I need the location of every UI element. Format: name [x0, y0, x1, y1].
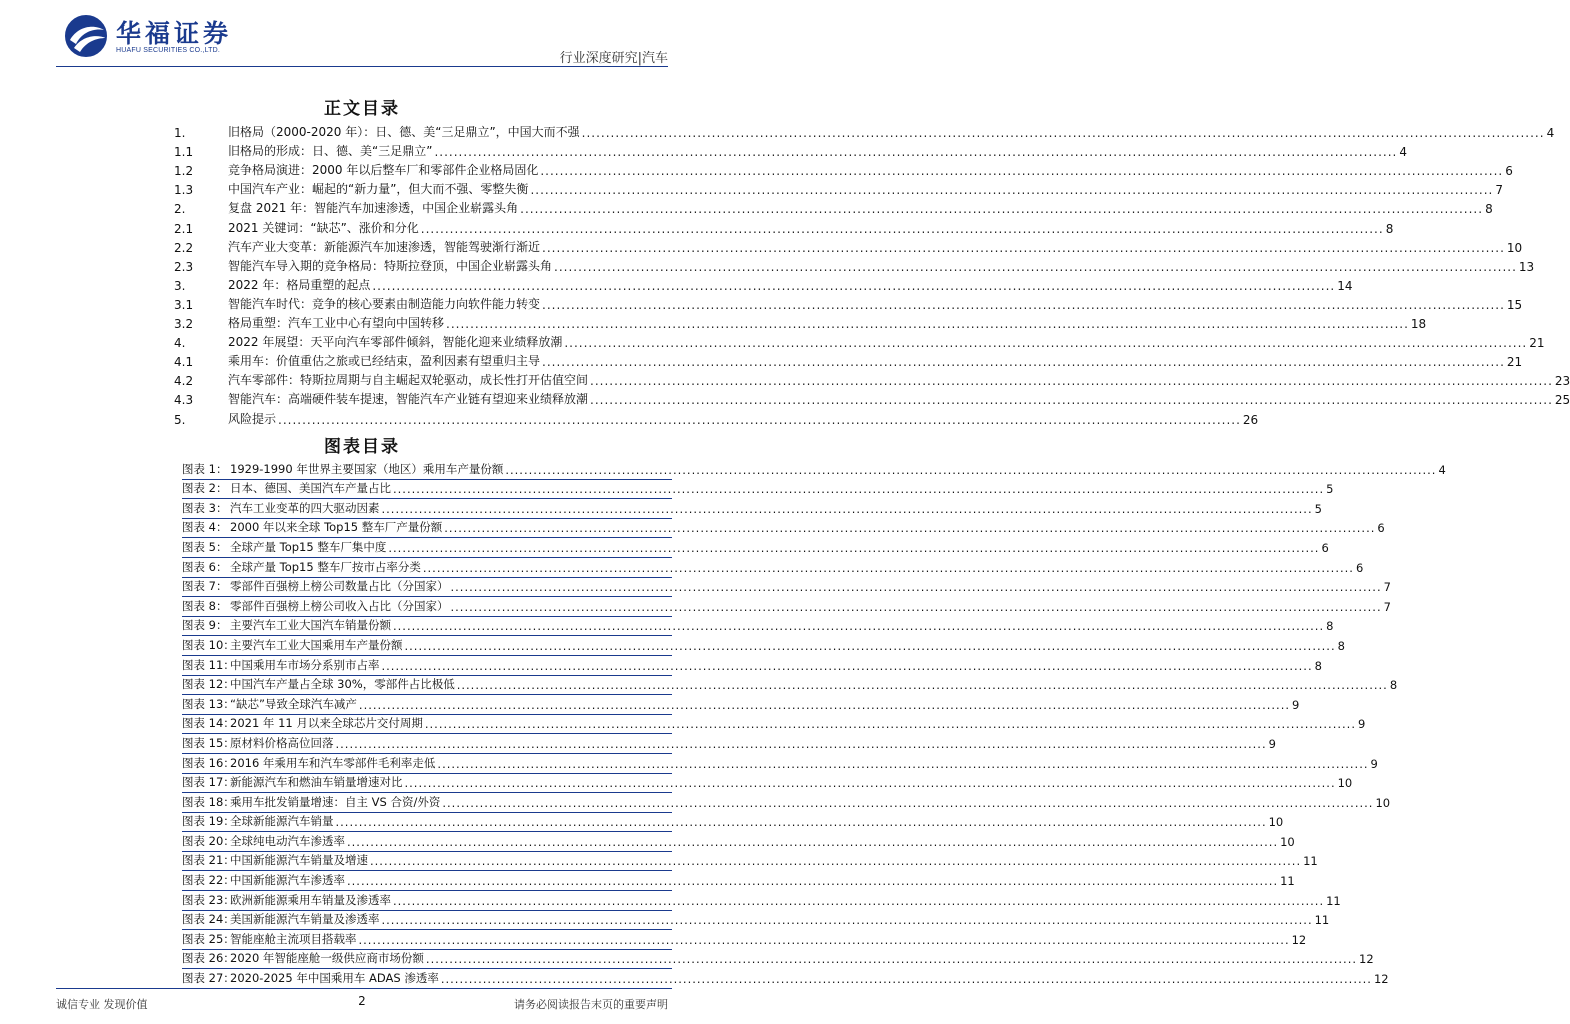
toc-entry-page: 23	[1554, 374, 1570, 389]
figure-entry[interactable]	[182, 871, 1295, 891]
figure-page: 9	[1268, 736, 1276, 751]
figure-label: 图表 7：	[182, 579, 228, 594]
figure-title: 1929-1990 年世界主要国家（地区）乘用车产量份额	[230, 461, 504, 476]
leader-dots: ........................................................................................................................................................................................................	[450, 599, 1382, 614]
toc-entry-page: 7	[1495, 183, 1503, 198]
footer-slogan: 诚信专业 发现价值	[56, 998, 148, 1011]
figure-entry-line	[230, 735, 1276, 751]
figure-entry[interactable]	[182, 617, 1334, 637]
toc-entry[interactable]	[174, 275, 1353, 294]
figure-page: 12	[1373, 972, 1389, 987]
figure-list	[182, 460, 1446, 989]
figure-entry[interactable]	[182, 695, 1300, 715]
leader-dots: ........................................................................................................................................................................................................	[420, 221, 1384, 236]
figure-title: 美国新能源汽车销量及渗透率	[230, 912, 380, 927]
toc-entry-page: 21	[1506, 355, 1523, 370]
figure-label: 图表 17：	[182, 775, 235, 790]
figure-title: 智能座舱主流项目搭载率	[230, 931, 357, 946]
figure-entry-line	[230, 970, 1389, 987]
figure-entry[interactable]	[182, 813, 1284, 833]
toc-entry-number: 1.3	[174, 183, 194, 198]
figure-page: 11	[1326, 893, 1341, 908]
leader-dots: ........................................................................................................................................................................................................	[540, 164, 1504, 179]
figure-entry[interactable]	[182, 636, 1345, 656]
page-header	[0, 0, 724, 70]
toc-entry-line	[228, 219, 1394, 236]
toc-entry-page: 4	[1399, 145, 1407, 160]
logo-swirl-icon	[64, 14, 112, 58]
toc-entry-page: 8	[1385, 221, 1394, 236]
figure-entry[interactable]	[182, 793, 1391, 813]
toc-entry-title: 汽车产业大变革：新能源汽车加速渗透，智能驾驶渐行渐近	[228, 239, 541, 254]
figure-entry[interactable]	[182, 597, 1391, 617]
toc-entry-title: 乘用车：价值重估之旅或已经结束，盈利因素有望重归主导	[228, 354, 541, 369]
figure-page: 10	[1337, 776, 1353, 791]
toc-entry[interactable]	[174, 198, 1493, 217]
figure-entry-line	[230, 657, 1322, 673]
leader-dots: ........................................................................................................................................................................................................	[564, 336, 1528, 351]
toc-entry[interactable]	[174, 122, 1555, 141]
figure-entry-line	[230, 813, 1284, 830]
figure-label: 图表 4：	[182, 520, 228, 535]
company-logo	[64, 14, 242, 58]
figure-page: 12	[1359, 952, 1374, 967]
figure-entry[interactable]	[182, 558, 1364, 578]
toc-entry-page: 18	[1410, 317, 1427, 332]
leader-dots: ........................................................................................................................................................................................................	[456, 678, 1388, 693]
figure-page: 10	[1375, 795, 1391, 810]
toc-entry-title: 2022 年：格局重塑的起点	[228, 277, 371, 292]
toc-entry[interactable]	[174, 141, 1407, 160]
leader-dots: ........................................................................................................................................................................................................	[381, 913, 1313, 928]
figure-label: 图表 26：	[182, 951, 235, 966]
figure-label: 图表 6：	[182, 559, 228, 574]
toc-entry-title: 风险提示	[228, 411, 277, 426]
figure-entry[interactable]	[182, 519, 1385, 539]
figure-page: 9	[1357, 717, 1366, 732]
toc-entry-line	[228, 276, 1353, 293]
figure-title: 中国汽车产量占全球 30%，零部件占比极低	[230, 677, 455, 692]
toc-entry-number: 4.1	[174, 355, 194, 370]
figure-title: 新能源汽车和燃油车销量增速对比	[230, 775, 403, 790]
table-of-contents	[174, 122, 1570, 428]
figure-label: 图表 8：	[182, 598, 228, 613]
toc-entry-line	[228, 333, 1545, 351]
figure-entry-line	[230, 833, 1295, 849]
toc-entry-line	[228, 295, 1523, 312]
figure-entry[interactable]	[182, 656, 1322, 676]
figure-label: 图表 3：	[182, 500, 228, 515]
figure-entry-line	[230, 911, 1330, 928]
toc-entry-title: 旧格局的形成：日、德、美“三足鼎立”	[228, 144, 433, 159]
figure-entry-line	[230, 755, 1378, 771]
figure-entry[interactable]	[182, 852, 1318, 872]
leader-dots: ........................................................................................................................................................................................................	[404, 638, 1336, 653]
leader-dots: ........................................................................................................................................................................................................	[335, 736, 1267, 751]
figure-label: 图表 21：	[182, 853, 235, 868]
leader-dots: ........................................................................................................................................................................................................	[554, 259, 1517, 274]
toc-entry-number: 4.2	[174, 374, 194, 389]
toc-entry-line	[228, 410, 1259, 427]
figure-entry-line	[230, 598, 1391, 614]
figure-entry-line	[230, 637, 1345, 653]
figure-entry[interactable]	[182, 891, 1341, 911]
leader-dots: ........................................................................................................................................................................................................	[335, 815, 1267, 830]
toc-entry-line	[228, 238, 1523, 255]
toc-entry-title: 智能汽车导入期的竞争格局：特斯拉登顶，中国企业崭露头角	[228, 258, 553, 273]
figure-entry-line	[230, 892, 1341, 908]
toc-entry-number: 2.	[174, 202, 186, 217]
leader-dots: ........................................................................................................................................................................................................	[425, 952, 1358, 967]
figure-entry-line	[230, 539, 1329, 555]
leader-dots: ........................................................................................................................................................................................................	[372, 278, 1336, 293]
figure-entry-line	[230, 794, 1391, 810]
figure-title: 主要汽车工业大国乘用车产量份额	[230, 637, 403, 652]
figure-label: 图表 27：	[182, 971, 235, 986]
figure-page: 6	[1355, 560, 1364, 575]
leader-dots: ........................................................................................................................................................................................................	[424, 717, 1356, 732]
figure-entry[interactable]	[182, 930, 1307, 950]
toc-entry-line	[228, 123, 1555, 141]
figure-title: 汽车工业变革的四大驱动因素	[230, 500, 380, 515]
toc-entry-line	[228, 257, 1535, 274]
toc-entry-page: 15	[1506, 297, 1523, 312]
figure-page: 6	[1377, 521, 1385, 536]
toc-entry-number: 2.3	[174, 259, 194, 274]
leader-dots: ........................................................................................................................................................................................................	[404, 776, 1336, 791]
toc-entry-title: 复盘 2021 年：智能汽车加速渗透，中国企业崭露头角	[228, 201, 519, 216]
leader-dots: ........................................................................................................................................................................................................	[388, 540, 1320, 555]
toc-entry-title: 旧格局（2000-2020 年）：日、德、美“三足鼎立”，中国大而不强	[228, 125, 580, 140]
figure-page: 6	[1321, 540, 1329, 555]
leader-dots: ........................................................................................................................................................................................................	[278, 412, 1241, 427]
leader-dots: ........................................................................................................................................................................................................	[520, 202, 1484, 217]
figure-label: 图表 23：	[182, 892, 235, 907]
leader-dots: ........................................................................................................................................................................................................	[446, 317, 1409, 332]
toc-entry-title: 汽车零部件：特斯拉周期与自主崛起双轮驱动，成长性打开估值空间	[228, 373, 589, 388]
figure-entry-line	[230, 559, 1364, 575]
figure-page: 5	[1326, 482, 1334, 497]
toc-entry[interactable]	[174, 389, 1570, 408]
figure-entry[interactable]	[182, 969, 1389, 989]
figure-entry-line	[230, 519, 1385, 536]
figure-entry-line	[230, 461, 1446, 477]
figure-title: 乘用车批发销量增速：自主 VS 合资/外资	[230, 794, 441, 809]
figure-title: 零部件百强榜上榜公司数量占比（分国家）	[230, 579, 449, 594]
toc-entry[interactable]	[174, 160, 1513, 179]
toc-entry-line	[228, 161, 1513, 179]
figure-entry-line	[230, 500, 1322, 516]
figure-entry[interactable]	[182, 715, 1366, 735]
toc-entry-page: 25	[1554, 393, 1570, 408]
toc-entry-number: 2.1	[174, 221, 194, 236]
toc-entry-title: 格局重塑：汽车工业中心有望向中国转移	[228, 316, 445, 331]
toc-entry-number: 3.1	[174, 297, 194, 312]
figure-title: 2020 年智能座舱一级供应商市场份额	[230, 951, 424, 966]
toc-entry-title: 竞争格局演进：2000 年以后整车厂和零部件企业格局固化	[228, 163, 539, 178]
figure-label: 图表 16：	[182, 755, 235, 770]
toc-entry[interactable]	[174, 370, 1570, 389]
toc-entry-title: 2021 关键词：“缺芯”、涨价和分化	[228, 220, 419, 235]
figure-page: 8	[1337, 638, 1345, 653]
report-type: 行业深度研究|汽车	[559, 51, 668, 66]
figure-page: 7	[1383, 580, 1391, 595]
figure-entry-line	[230, 872, 1295, 889]
leader-dots: ........................................................................................................................................................................................................	[437, 756, 1369, 771]
figure-entry[interactable]	[182, 950, 1374, 970]
figure-entry-line	[230, 676, 1398, 693]
leader-dots: ........................................................................................................................................................................................................	[450, 580, 1382, 595]
leader-dots: ........................................................................................................................................................................................................	[381, 501, 1313, 516]
toc-entry-number: 2.2	[174, 240, 194, 255]
figure-entry[interactable]	[182, 832, 1295, 852]
logo-name: 华福证券	[116, 19, 233, 48]
toc-entry-title: 中国汽车产业：崛起的“新力量”，但大而不强、零整失衡	[228, 182, 529, 197]
toc-entry-page: 6	[1505, 164, 1513, 179]
figure-entry[interactable]	[182, 578, 1391, 598]
figure-title: 零部件百强榜上榜公司收入占比（分国家）	[230, 598, 449, 613]
figure-label: 图表 25：	[182, 931, 235, 946]
leader-dots: ........................................................................................................................................................................................................	[590, 393, 1553, 408]
figure-page: 9	[1292, 697, 1300, 712]
leader-dots: ........................................................................................................................................................................................................	[370, 854, 1302, 869]
figure-page: 12	[1291, 932, 1307, 947]
leader-dots: ........................................................................................................................................................................................................	[347, 834, 1279, 849]
figure-entry[interactable]	[182, 911, 1330, 931]
leader-dots: ........................................................................................................................................................................................................	[440, 972, 1372, 987]
figure-page: 10	[1268, 815, 1284, 830]
figure-entry[interactable]	[182, 754, 1378, 774]
figure-page: 11	[1280, 874, 1295, 889]
figure-title: 2000 年以来全球 Top15 整车厂产量份额	[230, 520, 443, 535]
footer-divider	[56, 988, 668, 989]
figure-entry-line	[230, 852, 1318, 869]
leader-dots: ........................................................................................................................................................................................................	[444, 521, 1376, 536]
toc-entry-line	[228, 390, 1570, 408]
figure-title: 全球产量 Top15 整车厂按市占率分类	[230, 559, 421, 574]
figure-title: 中国新能源汽车销量及增速	[230, 853, 368, 868]
toc-entry-page: 8	[1485, 202, 1493, 217]
figure-title: 原材料价格高位回落	[230, 735, 334, 750]
figure-label: 图表 22：	[182, 873, 235, 888]
figure-label: 图表 15：	[182, 735, 235, 750]
figure-label: 图表 10：	[182, 637, 235, 652]
figure-title: “缺芯”导致全球汽车减产	[230, 696, 357, 711]
figure-label: 图表 1：	[182, 461, 228, 476]
toc-entry[interactable]	[174, 332, 1545, 351]
figure-title: 主要汽车工业大国汽车销量份额	[230, 618, 391, 633]
toc-entry[interactable]	[174, 237, 1523, 256]
leader-dots: ........................................................................................................................................................................................................	[442, 795, 1374, 810]
toc-entry-line	[228, 199, 1493, 217]
figure-page: 7	[1383, 599, 1391, 614]
toc-entry-number: 4.	[174, 336, 186, 351]
toc-entry[interactable]	[174, 313, 1427, 332]
toc-entry[interactable]	[174, 256, 1535, 275]
figure-title: 全球纯电动汽车渗透率	[230, 833, 345, 848]
figure-entry-line	[230, 617, 1334, 634]
leader-dots: ........................................................................................................................................................................................................	[530, 183, 1494, 198]
figure-entry-line	[230, 480, 1334, 497]
header-divider	[56, 66, 668, 67]
figure-label: 图表 24：	[182, 912, 235, 927]
leader-dots: ........................................................................................................................................................................................................	[581, 126, 1545, 141]
figure-entry-line	[230, 931, 1307, 947]
footer-disclaimer: 请务必阅读报告末页的重要声明	[514, 998, 668, 1011]
leader-dots: ........................................................................................................................................................................................................	[393, 893, 1325, 908]
toc-heading: 正文目录	[324, 99, 400, 119]
leader-dots: ........................................................................................................................................................................................................	[542, 297, 1505, 312]
figure-list-heading: 图表目录	[324, 437, 400, 457]
toc-entry-number: 5.	[174, 412, 186, 427]
toc-entry-title: 智能汽车：高端硬件装车提速，智能汽车产业链有望迎来业绩释放潮	[228, 392, 589, 407]
leader-dots: ........................................................................................................................................................................................................	[590, 374, 1553, 389]
leader-dots: ........................................................................................................................................................................................................	[358, 932, 1290, 947]
toc-entry-title: 智能汽车时代：竞争的核心要素由制造能力向软件能力转变	[228, 296, 541, 311]
leader-dots: ........................................................................................................................................................................................................	[542, 355, 1505, 370]
leader-dots: ........................................................................................................................................................................................................	[347, 874, 1279, 889]
page-number: 2	[358, 994, 366, 1008]
toc-entry-number: 1.	[174, 126, 186, 141]
figure-title: 2020-2025 年中国乘用车 ADAS 渗透率	[230, 971, 439, 986]
figure-entry-line	[230, 950, 1374, 967]
figure-entry[interactable]	[182, 774, 1353, 794]
figure-title: 中国新能源汽车渗透率	[230, 873, 345, 888]
figure-entry-line	[230, 578, 1391, 595]
toc-entry[interactable]	[174, 217, 1394, 236]
leader-dots: ........................................................................................................................................................................................................	[434, 145, 1398, 160]
toc-entry-page: 14	[1337, 278, 1353, 293]
leader-dots: ........................................................................................................................................................................................................	[393, 619, 1325, 634]
leader-dots: ........................................................................................................................................................................................................	[505, 462, 1437, 477]
toc-entry-page: 21	[1529, 336, 1545, 351]
figure-title: 全球产量 Top15 整车厂集中度	[230, 539, 387, 554]
figure-page: 8	[1314, 658, 1322, 673]
toc-entry-line	[228, 352, 1523, 370]
figure-title: 欧洲新能源乘用车销量及渗透率	[230, 892, 391, 907]
toc-entry-page: 26	[1242, 412, 1259, 427]
figure-title: 日本、德国、美国汽车产量占比	[230, 481, 391, 496]
toc-entry-number: 3.	[174, 278, 186, 293]
figure-page: 5	[1314, 501, 1322, 516]
toc-entry-number: 3.2	[174, 317, 194, 332]
leader-dots: ........................................................................................................................................................................................................	[393, 482, 1325, 497]
figure-label: 图表 12：	[182, 677, 235, 692]
figure-label: 图表 2：	[182, 481, 228, 496]
figure-page: 11	[1303, 854, 1318, 869]
toc-entry[interactable]	[174, 179, 1503, 198]
toc-entry[interactable]	[174, 294, 1523, 313]
figure-entry[interactable]	[182, 499, 1322, 519]
toc-entry-number: 4.3	[174, 393, 194, 408]
figure-label: 图表 13：	[182, 696, 235, 711]
figure-label: 图表 11：	[182, 657, 235, 672]
toc-entry-line	[228, 180, 1503, 198]
toc-entry-line	[228, 371, 1570, 389]
figure-title: 2021 年 11 月以来全球芯片交付周期	[230, 716, 423, 731]
figure-page: 10	[1280, 834, 1295, 849]
leader-dots: ........................................................................................................................................................................................................	[381, 658, 1313, 673]
toc-entry-number: 1.1	[174, 145, 194, 160]
figure-title: 全球新能源汽车销量	[230, 814, 334, 829]
toc-entry-page: 13	[1518, 259, 1535, 274]
toc-entry[interactable]	[174, 351, 1523, 370]
figure-label: 图表 14：	[182, 716, 235, 731]
figure-entry[interactable]	[182, 676, 1398, 696]
figure-entry-line	[230, 715, 1366, 732]
toc-entry-line	[228, 142, 1407, 160]
figure-entry-line	[230, 696, 1300, 712]
toc-entry-page: 10	[1506, 240, 1523, 255]
leader-dots: ........................................................................................................................................................................................................	[358, 697, 1291, 712]
logo-subtitle: HUAFU SECURITIES CO.,LTD.	[116, 47, 221, 54]
toc-entry-title: 2022 年展望：天平向汽车零部件倾斜，智能化迎来业绩释放潮	[228, 335, 563, 350]
figure-page: 9	[1370, 756, 1378, 771]
toc-entry-page: 4	[1546, 126, 1555, 141]
figure-entry[interactable]	[182, 460, 1446, 480]
figure-label: 图表 18：	[182, 794, 235, 809]
figure-label: 图表 20：	[182, 833, 235, 848]
figure-label: 图表 19：	[182, 814, 235, 829]
figure-label: 图表 9：	[182, 618, 228, 633]
figure-title: 2016 年乘用车和汽车零部件毛利率走低	[230, 755, 436, 770]
figure-page: 11	[1314, 913, 1330, 928]
figure-page: 8	[1389, 678, 1398, 693]
leader-dots: ........................................................................................................................................................................................................	[542, 240, 1505, 255]
figure-entry[interactable]	[182, 734, 1276, 754]
toc-entry-number: 1.2	[174, 164, 194, 179]
toc-entry-line	[228, 314, 1427, 332]
figure-entry[interactable]	[182, 480, 1334, 500]
figure-label: 图表 5：	[182, 539, 228, 554]
leader-dots: ........................................................................................................................................................................................................	[422, 560, 1354, 575]
toc-entry[interactable]	[174, 408, 1259, 427]
figure-page: 8	[1326, 619, 1334, 634]
figure-title: 中国乘用车市场分系别市占率	[230, 657, 380, 672]
figure-page: 4	[1438, 462, 1446, 477]
figure-entry[interactable]	[182, 538, 1329, 558]
figure-entry-line	[230, 774, 1353, 791]
